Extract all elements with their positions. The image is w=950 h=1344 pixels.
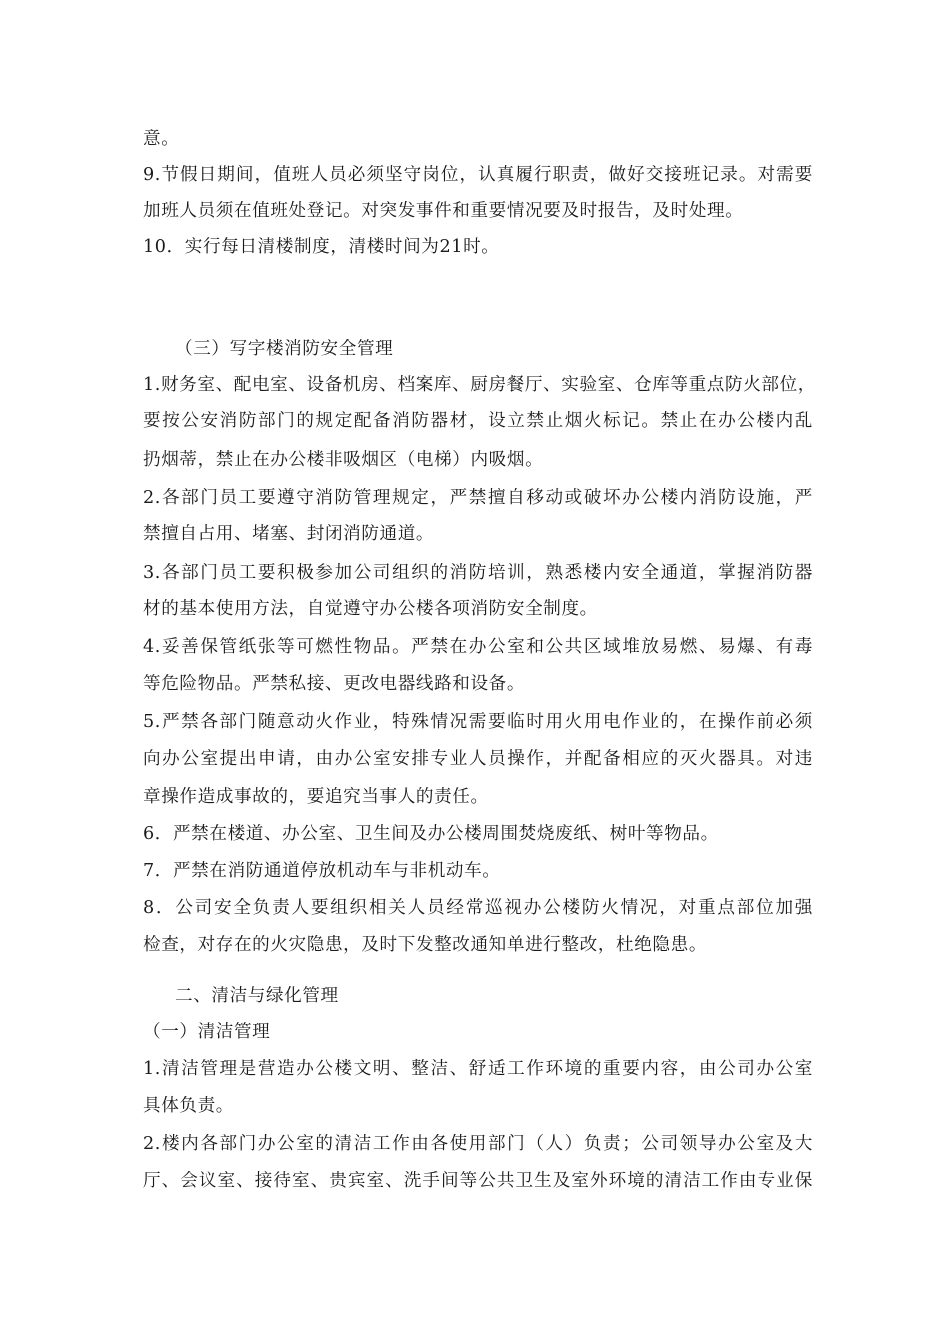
text-line: 7．严禁在消防通道停放机动车与非机动车。 (143, 861, 501, 881)
text-line: 检查，对存在的火灾隐患，及时下发整改通知单进行整改，杜绝隐患。 (143, 935, 708, 955)
text-line: 3.各部门员工要积极参加公司组织的消防培训，熟悉楼内安全通道，掌握消防器 (143, 563, 813, 583)
text-line: 厅、会议室、接待室、贵宾室、洗手间等公共卫生及室外环境的清洁工作由专业保 (143, 1171, 813, 1191)
text-line: 5.严禁各部门随意动火作业，特殊情况需要临时用火用电作业的，在操作前必须 (143, 712, 813, 732)
text-line: 9.节假日期间，值班人员必须坚守岗位，认真履行职责，做好交接班记录。对需要 (143, 165, 813, 185)
text-line: 意。 (143, 129, 180, 149)
text-line: 要按公安消防部门的规定配备消防器材，设立禁止烟火标记。禁止在办公楼内乱 (143, 411, 813, 431)
text-line: 8．公司安全负责人要组织相关人员经常巡视办公楼防火情况，对重点部位加强 (143, 898, 813, 918)
text-line: 材的基本使用方法，自觉遵守办公楼各项消防安全制度。 (143, 599, 598, 619)
subsection-heading: （一）清洁管理 (143, 1022, 271, 1042)
text-line: 2.各部门员工要遵守消防管理规定，严禁擅自移动或破坏办公楼内消防设施，严 (143, 488, 813, 508)
text-line: 具体负责。 (143, 1096, 234, 1116)
text-line: 1.财务室、配电室、设备机房、档案库、厨房餐厅、实验室、仓库等重点防火部位， (143, 375, 816, 395)
text-line: 4.妥善保管纸张等可燃性物品。严禁在办公室和公共区域堆放易燃、易爆、有毒 (143, 637, 813, 657)
text-line: 禁擅自占用、堵塞、封闭消防通道。 (143, 524, 435, 544)
section-heading: （三）写字楼消防安全管理 (175, 339, 394, 359)
text-line: 6．严禁在楼道、办公室、卫生间及办公楼周围焚烧废纸、树叶等物品。 (143, 824, 719, 844)
text-line: 扔烟蒂，禁止在办公楼非吸烟区（电梯）内吸烟。 (143, 450, 544, 470)
text-line: 1.清洁管理是营造办公楼文明、整洁、舒适工作环境的重要内容，由公司办公室 (143, 1059, 813, 1079)
text-line: 2.楼内各部门办公室的清洁工作由各使用部门（人）负责；公司领导办公室及大 (143, 1134, 813, 1154)
text-line: 章操作造成事故的，要追究当事人的责任。 (143, 787, 489, 807)
section-heading: 二、清洁与绿化管理 (175, 986, 339, 1006)
text-line: 向办公室提出申请，由办公室安排专业人员操作，并配备相应的灭火器具。对违 (143, 749, 813, 769)
text-line: 加班人员须在值班处登记。对突发事件和重要情况要及时报告，及时处理。 (143, 201, 744, 221)
text-line: 10．实行每日清楼制度，清楼时间为21时。 (143, 237, 500, 257)
text-line: 等危险物品。严禁私接、更改电器线路和设备。 (143, 674, 526, 694)
